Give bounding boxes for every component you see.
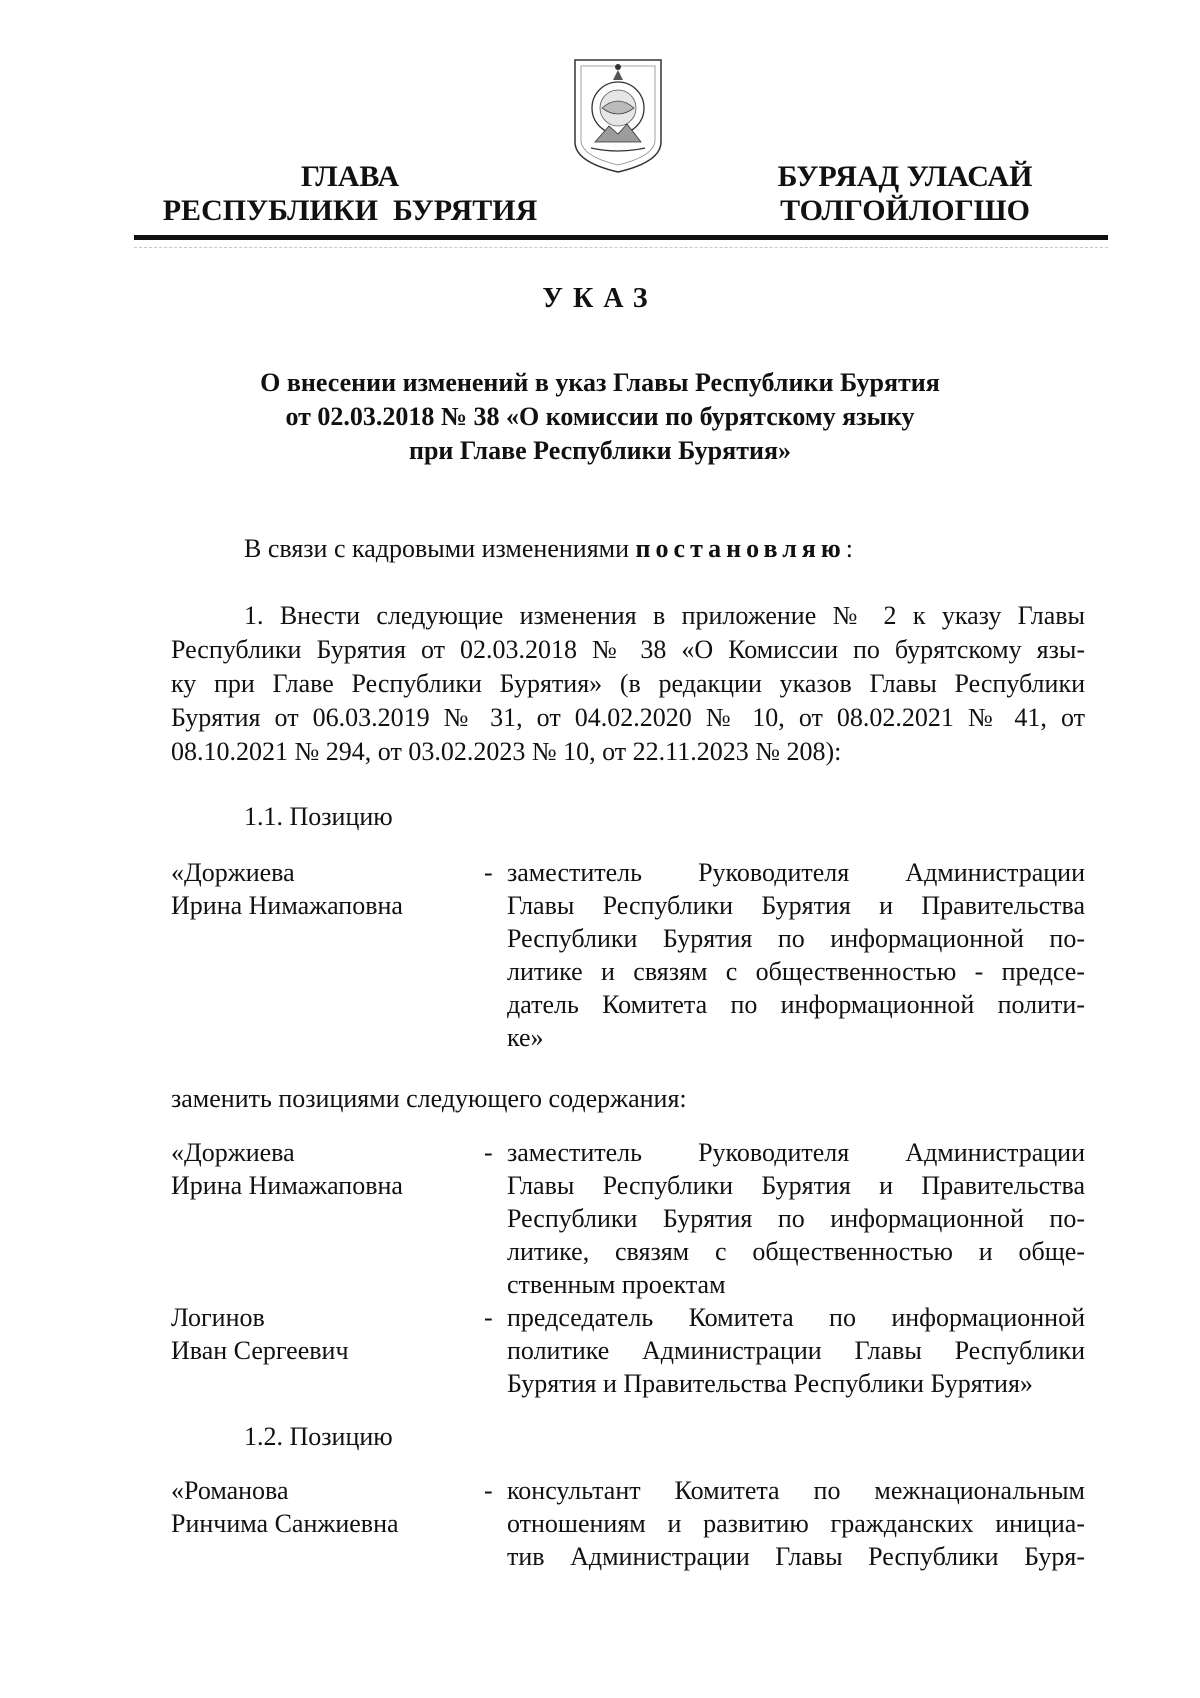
intro-suffix: : xyxy=(845,534,853,563)
intro-text: В связи с кадровыми изменениями xyxy=(244,534,636,563)
position-person-name xyxy=(171,1136,471,1202)
position-role xyxy=(507,1136,1085,1301)
position-dash: - xyxy=(484,1138,493,1167)
role-line: заместитель Руководителя Администрации xyxy=(507,858,1085,887)
person-surname: Логинов xyxy=(171,1303,265,1332)
role-line: политике Администрации Главы Республики xyxy=(507,1336,1085,1365)
role-line: литике, связям с общественностью и обще- xyxy=(507,1237,1085,1266)
role-line: Республики Бурятия по информационной по- xyxy=(507,1204,1085,1233)
item1-line: Бурятия от 06.03.2019 № 31, от 04.02.2020 № 10, от 08.02.2021 № 41, от xyxy=(171,703,1085,732)
header-left-line2: РЕСПУБЛИКИ БУРЯТИЯ xyxy=(162,194,538,227)
role-line: литике и связям с общественностью - предсе- xyxy=(507,957,1085,986)
intro-paragraph xyxy=(244,532,853,566)
header-left-line1: ГЛАВА xyxy=(300,160,400,193)
person-surname: «Доржиева xyxy=(171,858,295,887)
position-person-name xyxy=(171,1474,471,1540)
subject-line: при Главе Республики Бурятия» xyxy=(408,436,792,465)
position-person-name xyxy=(171,1301,471,1367)
header-left xyxy=(150,160,550,228)
person-surname: «Доржиева xyxy=(171,1138,295,1167)
role-line: заместитель Руководителя Администрации xyxy=(507,1138,1085,1167)
header-right xyxy=(740,160,1070,228)
header-right-line1: БУРЯАД УЛАСАЙ xyxy=(777,160,1033,193)
person-given-names: Иван Сергеевич xyxy=(171,1336,349,1365)
header-rule xyxy=(134,235,1108,240)
subject-line: О внесении изменений в указ Главы Республики Бурятия xyxy=(260,368,940,397)
role-line: ке» xyxy=(507,1023,544,1052)
item1-line: Республики Бурятия от 02.03.2018 № 38 «О Комиссии по бурятскому язы- xyxy=(171,635,1085,664)
person-surname: «Романова xyxy=(171,1476,289,1505)
person-given-names: Ринчима Санжиевна xyxy=(171,1509,399,1538)
subject-line: от 02.03.2018 № 38 «О комиссии по бурятскому языку xyxy=(285,402,915,431)
role-line: Бурятия и Правительства Республики Бурятия» xyxy=(507,1369,1033,1398)
role-line: отношениям и развитию гражданских инициа- xyxy=(507,1509,1085,1538)
role-line: Республики Бурятия по информационной по- xyxy=(507,924,1085,953)
subitem-1-2: 1.2. Позицию xyxy=(244,1422,393,1451)
role-line: тив Администрации Главы Республики Буря- xyxy=(507,1542,1085,1571)
coat-of-arms-icon xyxy=(569,50,667,174)
replace-instruction: заменить позициями следующего содержания: xyxy=(171,1084,687,1113)
item1-line: 08.10.2021 № 294, от 03.02.2023 № 10, от 22.11.2023 № 208): xyxy=(171,737,842,766)
item1-line: ку при Главе Республики Бурятия» (в редакции указов Главы Республики xyxy=(171,669,1085,698)
position-dash: - xyxy=(484,858,493,887)
position-role xyxy=(507,1301,1085,1400)
position-role xyxy=(507,1474,1085,1573)
subitem-1-1: 1.1. Позицию xyxy=(244,802,393,831)
header-dotted-rule xyxy=(134,247,1108,248)
role-line: датель Комитета по информационной полити- xyxy=(507,990,1085,1019)
intro-emphasis: постановляю xyxy=(635,534,846,563)
role-line: ственным проектам xyxy=(507,1270,726,1299)
item1-line: 1. Внести следующие изменения в приложение № 2 к указу Главы xyxy=(244,601,1085,630)
role-line: председатель Комитета по информационной xyxy=(507,1303,1085,1332)
position-role xyxy=(507,856,1085,1054)
role-line: Главы Республики Бурятия и Правительства xyxy=(507,1171,1085,1200)
document-subject xyxy=(200,366,1000,468)
role-line: консультант Комитета по межнациональным xyxy=(507,1476,1085,1505)
header-right-line2: ТОЛГОЙЛОГШО xyxy=(780,194,1030,227)
person-given-names: Ирина Нимажаповна xyxy=(171,1171,403,1200)
position-dash: - xyxy=(484,1303,493,1332)
position-person-name xyxy=(171,856,471,922)
role-line: Главы Республики Бурятия и Правительства xyxy=(507,891,1085,920)
position-dash: - xyxy=(484,1476,493,1505)
document-title: УКАЗ xyxy=(542,283,658,314)
person-given-names: Ирина Нимажаповна xyxy=(171,891,403,920)
